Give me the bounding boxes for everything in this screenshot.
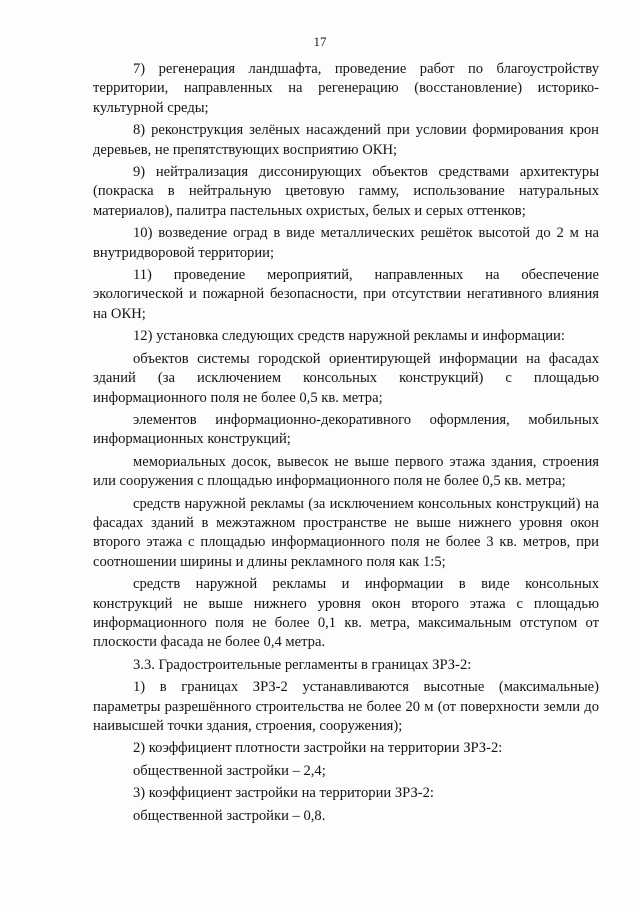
paragraph-sub-memorial-plaques: мемориальных досок, вывесок не выше первого этажа здания, строения или сооружения с площадью информационного поля не более 0,5 кв. метра; [93, 453, 599, 490]
page-number: 17 [313, 34, 327, 49]
paragraph-density-coefficient: 2) коэффициент плотности застройки на территории ЗРЗ-2: [133, 740, 503, 757]
paragraph-item-7: 7) регенерация ландшафта, проведение работ по благоустройству территории, направленных на регенерацию (восстановление) историко-культурной среды; [93, 61, 599, 116]
paragraph-item-12: 12) установка следующих средств наружной рекламы и информации: [133, 328, 565, 345]
paragraph-density-public: общественной застройки – 2,4; [133, 762, 326, 779]
paragraph-sub-outdoor-ads: средств наружной рекламы (за исключением консольных конструкций) на фасадах зданий в межэтажном пространстве не выше нижнего уровня окон второго этажа с площадью информационного поля не более 3 кв. метров, при соотношении ширины и длины рекламного поля как 1:5; [93, 495, 599, 570]
paragraph-height-params: 1) в границах ЗРЗ-2 устанавливаются высотные (максимальные) параметры разрешённого строительства не более 20 м (от поверхности земли до наивысшей точки здания, строения, сооружения); [93, 679, 599, 734]
paragraph-sub-orientation-info: объектов системы городской ориентирующей информации на фасадах зданий (за исключением консольных конструкций) с площадью информационного поля не более 0,5 кв. метра; [93, 350, 599, 406]
paragraph-coverage-public: общественной застройки – 0,8. [133, 807, 326, 824]
paragraph-coverage-coefficient: 3) коэффициент застройки на территории ЗРЗ-2: [133, 785, 434, 802]
paragraph-item-11: 11) проведение мероприятий, направленных на обеспечение экологической и пожарной безопасности, при отсутствии негативного влияния на ОКН; [93, 267, 599, 322]
paragraph-item-10: 10) возведение оград в виде металлических решёток высотой до 2 м на внутридворовой территории; [93, 225, 599, 261]
document-body [93, 60, 599, 826]
paragraph-item-8: 8) реконструкция зелёных насаждений при условии формирования крон деревьев, не препятствующих восприятию ОКН; [93, 122, 599, 158]
paragraph-item-9: 9) нейтрализация диссонирующих объектов средствами архитектуры (покраска в нейтральную цветовую гамму, использование натуральных материалов), палитра пастельных охристых, белых и серых оттенков; [93, 164, 599, 219]
section-heading-3-3: 3.3. Градостроительные регламенты в границах ЗРЗ-2: [133, 656, 472, 673]
paragraph-sub-console-ads: средств наружной рекламы и информации в виде консольных конструкций не выше нижнего уровня окон второго этажа с площадью информационного поля не более 0,1 кв. метра, максимальным отступом от плоскости фасада не более 0,4 метра. [93, 576, 599, 651]
paragraph-sub-decorative: элементов информационно-декоративного оформления, мобильных информационных конструкций; [93, 411, 599, 448]
